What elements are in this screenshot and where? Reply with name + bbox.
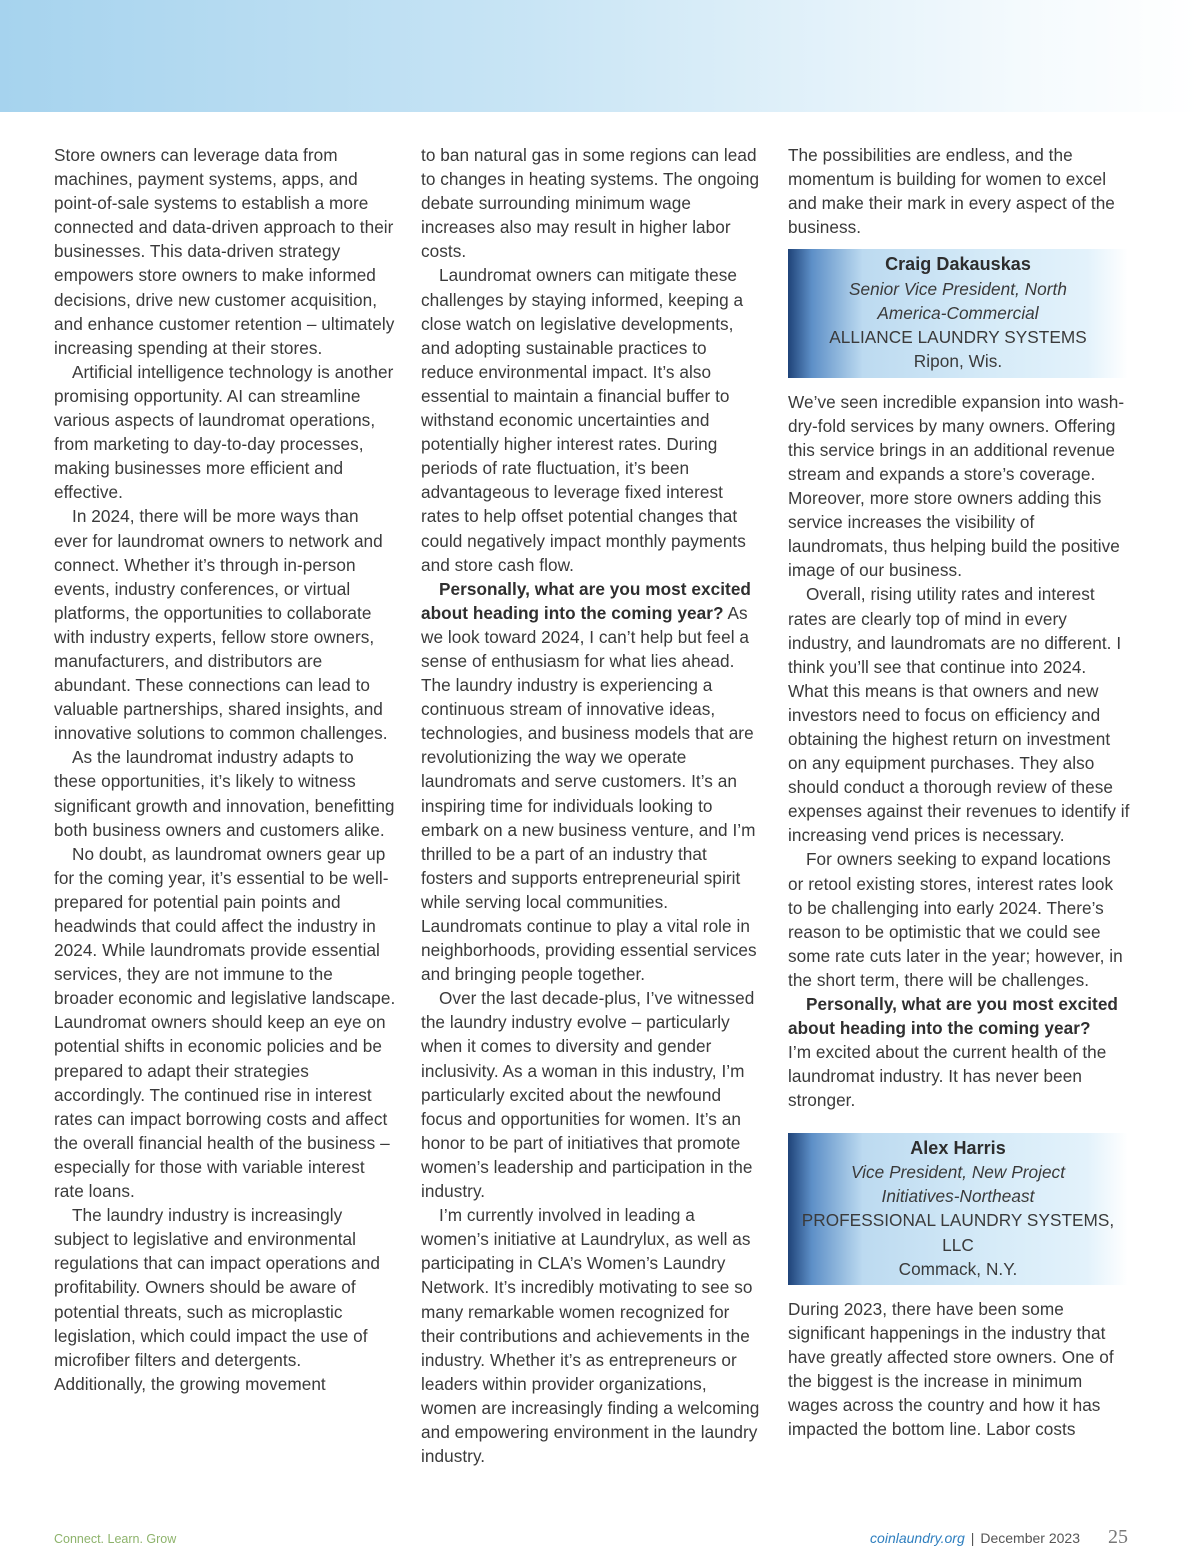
article-column-1 <box>54 143 396 1396</box>
contributor-location: Ripon, Wis. <box>913 351 1003 372</box>
contributor-location: Commack, N.Y. <box>898 1258 1018 1279</box>
contributor-title: America-Commercial <box>877 303 1039 324</box>
qa-paragraph <box>421 577 763 987</box>
header-gradient-band <box>0 0 1200 112</box>
footer-tagline: Connect. Learn. Grow <box>54 1532 177 1546</box>
contributor-box-craig-dakauskas <box>788 249 1128 377</box>
paragraph: to ban natural gas in some regions can lead to changes in heating systems. The ongoing debate surrounding minimum wage increases also may result in higher labor costs. <box>421 145 760 262</box>
contributor-title: Senior Vice President, North <box>849 278 1067 299</box>
paragraph: For owners seeking to expand locations or retool existing stores, interest rates look to be challenging into early 2024. There’s reason to be optimistic that we could see some rate cuts later in the year; however, in the short term, there will be challenges. <box>788 849 1123 990</box>
footer-info <box>870 1526 1128 1549</box>
footer-separator: | <box>970 1530 975 1546</box>
page-number: 25 <box>1108 1526 1128 1548</box>
contributor-title: Vice President, New Project <box>850 1162 1066 1182</box>
paragraph: No doubt, as laundromat owners gear up for the coming year, it’s essential to be well-prepared for potential pain points and headwinds that could affect the industry in 2024. While laundromats provide essential services, they are not immune to the broader economic and legislative landscape. Laundromat owners should keep an eye on potential shifts in economic policies and be prepared to adapt their strategies accordingly. The continued rise in interest rates can impact borrowing costs and affect the overall financial health of the business – especially for those with variable interest rate loans. <box>54 843 396 1202</box>
article-column-2 <box>421 143 763 1468</box>
answer-paragraph: I’m excited about the current health of the laundromat industry. It has never been stronger. <box>788 1042 1107 1111</box>
contributor-company: PROFESSIONAL LAUNDRY SYSTEMS, LLC <box>801 1210 1115 1255</box>
paragraph: Artificial intelligence technology is another promising opportunity. AI can streamline various aspects of laundromat operations, from marketing to day-to-day processes, making businesses more efficient and effective. <box>54 361 394 503</box>
paragraph: Laundromat owners can mitigate these challenges by staying informed, keeping a close watch on legislative developments, and adopting sustainable practices to reduce environmental impact. It’s also essential to maintain a financial buffer to withstand economic uncertainties and potentially higher interest rates. During periods of rate fluctuation, it’s been advantageous to leverage fixed interest rates to help offset potential changes that could negatively impact monthly payments and store cash flow. <box>421 265 746 575</box>
paragraph: The possibilities are endless, and the momentum is building for women to excel and make their mark in every aspect of the business. <box>788 145 1115 238</box>
paragraph: Store owners can leverage data from machines, payment systems, apps, and point-of-sale systems to establish a more connected and data-driven approach to their businesses. This data-driven strategy empowers store owners to make informed decisions, drive new customer acquisition, and enhance customer retention – ultimately increasing spending at their stores. <box>54 145 395 358</box>
contributor-title: Initiatives-Northeast <box>881 1186 1035 1207</box>
contributor-name: Alex Harris <box>910 1137 1006 1158</box>
paragraph: In 2024, there will be more ways than ever for laundromat owners to network and connect. Whether it’s through in-person events, industry conferences, or virtual platforms, the opportunities to collaborate with industry experts, fellow store owners, manufacturers, and distributors are abundant. These connections can lead to valuable partnerships, shared insights, and innovative solutions to common challenges. <box>54 506 388 744</box>
paragraph: As the laundromat industry adapts to these opportunities, it’s likely to witness significant growth and innovation, benefitting both business owners and customers alike. <box>54 747 395 840</box>
article-column-3 <box>788 143 1130 1442</box>
paragraph: We’ve seen incredible expansion into wash-dry-fold services by many owners. Offering this service brings in an additional revenue stream and expands a store’s coverage. Moreover, more store owners adding this service increases the visibility of laundromats, thus helping build the positive image of our business. <box>788 391 1125 581</box>
paragraph: Over the last decade-plus, I’ve witnessed the laundry industry evolve – particularly when it comes to diversity and gender inclusivity. As a woman in this industry, I’m particularly excited about the newfound focus and opportunities for women. It’s an honor to be part of initiatives that promote women’s leadership and participation in the industry. <box>421 988 755 1202</box>
contributor-box-alex-harris <box>788 1133 1128 1286</box>
question-paragraph <box>788 992 1130 1040</box>
contributor-company: ALLIANCE LAUNDRY SYSTEMS <box>829 327 1087 348</box>
footer-site-link[interactable]: coinlaundry.org <box>870 1530 965 1546</box>
footer-issue-date: December 2023 <box>980 1530 1080 1546</box>
paragraph: The laundry industry is increasingly subject to legislative and environmental regulations that can impact operations and profitability. Owners should be aware of potential threats, such as microplastic legislation, which could impact the use of microfiber filters and detergents. Additionally, the growing movement <box>54 1205 381 1394</box>
paragraph: I’m currently involved in leading a women’s initiative at Laundrylux, as well as participating in CLA’s Women’s Laundry Network. It’s incredibly motivating to see so many remarkable women recognized for their contributions and achievements in the industry. Whether it’s as entrepreneurs or leaders within provider organizations, women are increasingly finding a welcoming and empowering environment in the laundry industry. <box>421 1205 760 1467</box>
contributor-name: Craig Dakauskas <box>885 254 1031 275</box>
paragraph: During 2023, there have been some significant happenings in the industry that have greatly affected store owners. One of the biggest is the increase in minimum wages across the country and how it has impacted the bottom line. Labor costs <box>788 1299 1114 1440</box>
paragraph: Overall, rising utility rates and interest rates are clearly top of mind in every industry, and laundromats are no different. I think you’ll see that continue into 2024. What this means is that owners and new investors need to focus on efficiency and obtaining the highest return on investment on any equipment purchases. They also should conduct a thorough review of these expenses against their revenues to identify if increasing vend prices is necessary. <box>788 584 1130 846</box>
question-text: Personally, what are you most excited about heading into the coming year? <box>421 578 751 623</box>
question-text: Personally, what are you most excited about heading into the coming year? <box>788 994 1118 1039</box>
answer-text: As we look toward 2024, I can’t help but feel a sense of enthusiasm for what lies ahead. The laundry industry is experiencing a continuous stream of innovative ideas, technologies, and business models that are revolutionizing the way we operate laundromats and serve customers. It’s an inspiring time for individuals looking to embark on a new business venture, and I’m thrilled to be a part of an industry that fosters and supports entrepreneurial spirit while serving local communities. Laundromats continue to play a vital role in neighborhoods, providing essential services and bringing people together. <box>421 602 757 985</box>
